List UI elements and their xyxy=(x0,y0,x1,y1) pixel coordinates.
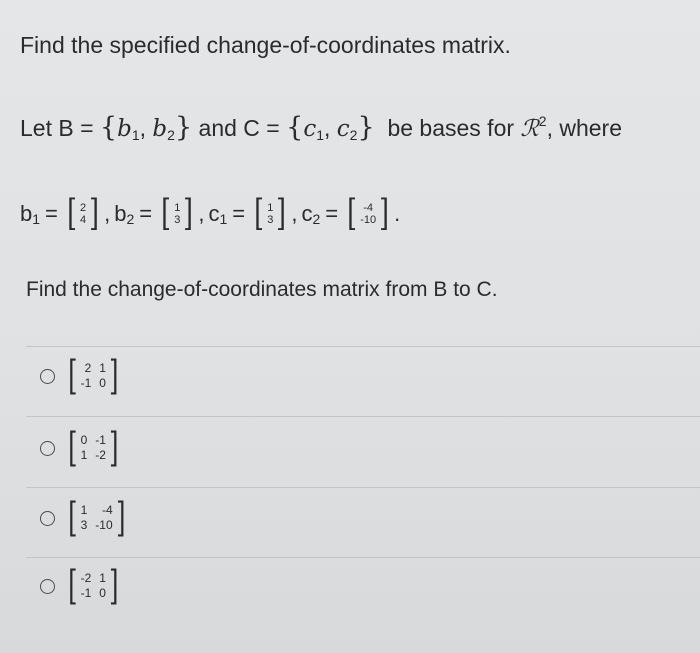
vector-subscript: 2 xyxy=(126,211,135,227)
question-ask: Find the change-of-coordinates matrix from B to C. xyxy=(26,278,498,301)
vector-def-c2 xyxy=(301,193,401,234)
matrix-entry: -1 xyxy=(80,586,92,600)
column-vector xyxy=(159,193,195,234)
c1-symbol: c xyxy=(303,116,317,142)
open-brace: { xyxy=(99,112,118,143)
vector-entry-top: 2 xyxy=(79,202,87,214)
answer-option-4[interactable] xyxy=(40,563,122,609)
vector-def-b2 xyxy=(114,193,205,234)
close-brace-c: } xyxy=(357,112,375,143)
right-bracket: ] xyxy=(115,495,126,541)
equals-sign: = xyxy=(45,201,58,226)
divider xyxy=(26,487,700,488)
vector-def-b1 xyxy=(20,193,111,234)
space-symbol: ℛ xyxy=(520,116,539,142)
vector-name: c xyxy=(301,201,313,226)
matrix-entries xyxy=(81,503,113,533)
matrix-entry: 1 xyxy=(99,571,106,585)
radio-button[interactable] xyxy=(40,369,55,384)
left-bracket: [ xyxy=(68,353,78,399)
matrix-entry: -10 xyxy=(95,518,113,532)
matrix-entry: -2 xyxy=(95,448,106,462)
vector-def-c1 xyxy=(208,193,298,234)
vector-entry-bottom: 3 xyxy=(267,214,274,226)
matrix-entry: 1 xyxy=(80,448,88,462)
vector-entry-bottom: -10 xyxy=(360,214,377,226)
left-bracket: [ xyxy=(68,425,78,471)
matrix-entry: -2 xyxy=(80,571,92,585)
radio-button[interactable] xyxy=(40,579,55,594)
column-vector xyxy=(345,193,391,234)
vector-name: b xyxy=(114,201,127,226)
b1-subscript: 1 xyxy=(131,127,140,143)
bases-statement xyxy=(20,112,622,143)
matrix-entry: 2 xyxy=(84,361,92,375)
matrix-entries xyxy=(81,361,106,391)
right-bracket: ] xyxy=(109,563,119,609)
matrix-entry: 1 xyxy=(99,361,106,375)
vector-name: c xyxy=(208,201,220,226)
comma-c: , xyxy=(324,115,331,141)
right-bracket: ] xyxy=(89,193,100,234)
radio-button[interactable] xyxy=(40,441,55,456)
matrix-entry: 0 xyxy=(99,376,106,390)
vector-entries xyxy=(360,202,376,226)
left-bracket: [ xyxy=(347,193,358,234)
let-b-text: Let B = xyxy=(20,115,94,141)
vector-definitions xyxy=(20,193,404,234)
vector-entry-top: 1 xyxy=(174,202,181,214)
matrix-entry: -4 xyxy=(101,503,113,517)
equals-sign: = xyxy=(232,201,246,226)
matrix-entry: -1 xyxy=(95,433,106,447)
option-matrix xyxy=(65,353,122,399)
separator-comma: , xyxy=(198,201,205,226)
left-bracket: [ xyxy=(67,193,77,234)
left-bracket: [ xyxy=(161,193,172,234)
b2-symbol: b xyxy=(152,116,168,142)
divider xyxy=(26,416,700,417)
vector-entries xyxy=(80,202,86,226)
vector-subscript: 1 xyxy=(219,211,228,227)
c1-subscript: 1 xyxy=(316,127,324,143)
left-bracket: [ xyxy=(254,193,265,234)
vector-entry-top: -4 xyxy=(363,202,374,214)
matrix-entry: 3 xyxy=(80,518,88,532)
vector-entry-top: 1 xyxy=(267,202,274,214)
c2-symbol: c xyxy=(336,116,350,142)
vector-subscript: 2 xyxy=(312,211,321,227)
question-title: Find the specified change-of-coordinates matrix. xyxy=(20,32,511,58)
option-matrix xyxy=(65,425,122,471)
vector-name: b xyxy=(20,201,33,226)
answer-option-2[interactable] xyxy=(40,425,122,471)
where-text: , where xyxy=(546,115,623,141)
matrix-entries xyxy=(81,433,106,463)
column-vector xyxy=(65,193,101,234)
space-exponent: 2 xyxy=(538,113,547,129)
option-matrix xyxy=(65,563,122,609)
right-bracket: ] xyxy=(109,425,119,471)
open-brace-c: { xyxy=(286,112,304,143)
matrix-entry: 0 xyxy=(99,586,106,600)
option-matrix xyxy=(65,495,128,541)
b2-subscript: 2 xyxy=(167,127,175,143)
radio-button[interactable] xyxy=(40,511,55,526)
comma: , xyxy=(139,115,147,141)
vector-entries xyxy=(267,202,273,226)
right-bracket: ] xyxy=(379,193,390,234)
left-bracket: [ xyxy=(68,563,78,609)
matrix-entry: -1 xyxy=(80,376,92,390)
separator-comma: , xyxy=(104,201,111,226)
close-brace: } xyxy=(174,112,193,143)
divider xyxy=(26,557,700,558)
and-c-text: and C = xyxy=(198,115,280,141)
right-bracket: ] xyxy=(276,193,287,234)
vector-subscript: 1 xyxy=(32,211,41,227)
end-period: . xyxy=(394,201,401,226)
separator-comma: , xyxy=(291,201,298,226)
matrix-entry: 1 xyxy=(80,503,88,517)
b1-symbol: b xyxy=(117,116,132,142)
vector-entry-bottom: 3 xyxy=(174,214,181,226)
divider xyxy=(26,346,700,347)
c2-subscript: 2 xyxy=(349,127,358,143)
matrix-entries xyxy=(81,571,106,601)
answer-option-1[interactable] xyxy=(40,353,122,399)
equals-sign: = xyxy=(325,201,339,226)
left-bracket: [ xyxy=(68,495,78,541)
vector-entry-bottom: 4 xyxy=(79,214,87,226)
right-bracket: ] xyxy=(109,353,119,399)
column-vector xyxy=(252,193,288,234)
be-bases-text: be bases for xyxy=(387,115,515,141)
equals-sign: = xyxy=(139,201,153,226)
matrix-entry: 0 xyxy=(80,433,88,447)
vector-entries xyxy=(174,202,180,226)
right-bracket: ] xyxy=(183,193,194,234)
answer-option-3[interactable] xyxy=(40,495,128,541)
